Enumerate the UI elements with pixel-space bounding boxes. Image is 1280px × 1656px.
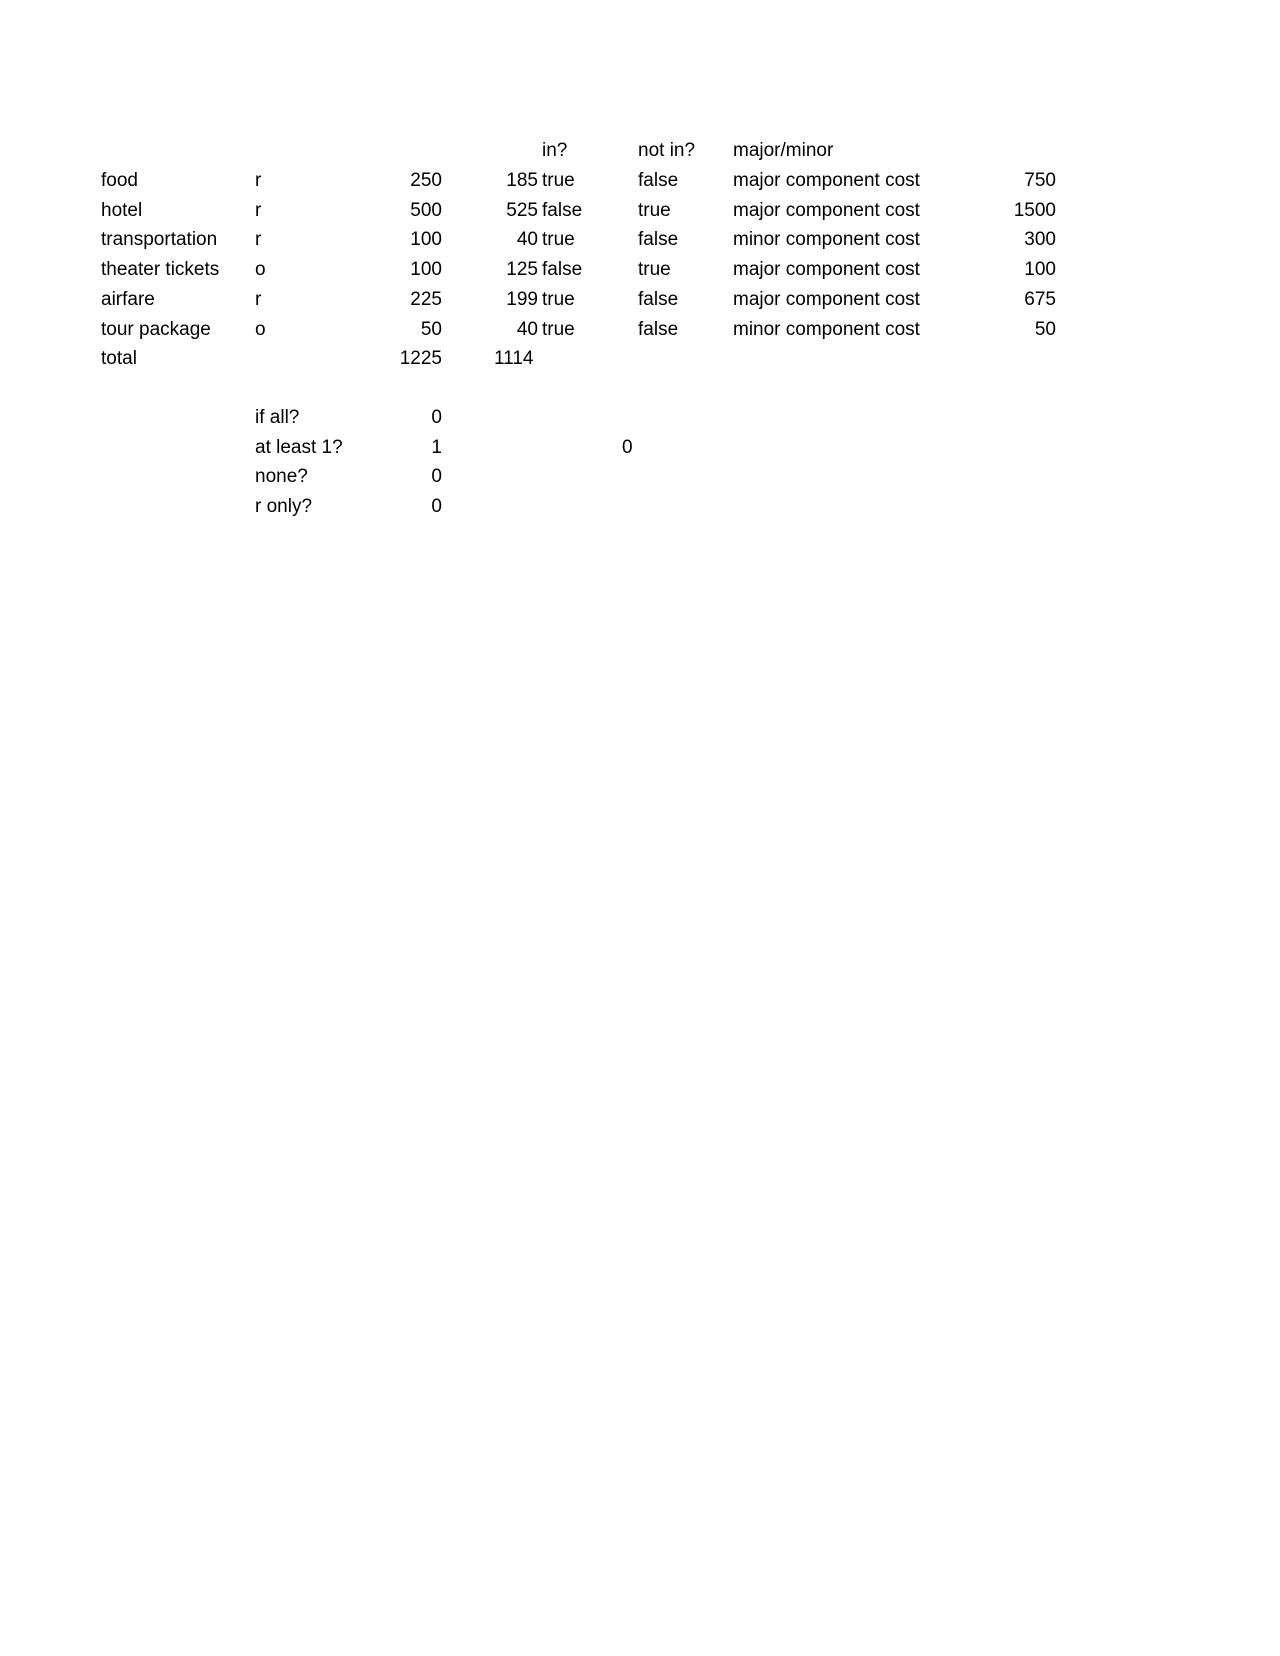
- cell-actual: 40: [516, 318, 538, 340]
- cell-actual: 525: [506, 199, 538, 221]
- cell-not-in: false: [638, 170, 679, 191]
- cell-actual: 185: [506, 170, 538, 191]
- cell-not-in: false: [638, 288, 679, 310]
- cell-cost: 500: [410, 199, 442, 221]
- check-label: none?: [255, 466, 308, 488]
- cell-category: major component cost: [733, 259, 920, 281]
- cell-total: 750: [1024, 170, 1056, 191]
- total-cost: 1225: [399, 348, 442, 370]
- cell-in: true: [542, 229, 575, 251]
- header-in: in?: [542, 140, 568, 161]
- cell-actual: 199: [506, 288, 538, 310]
- cell-in: true: [542, 170, 575, 191]
- cell-type: o: [255, 318, 266, 340]
- header-not-in: not in?: [638, 140, 696, 161]
- cell-actual: 40: [516, 229, 538, 251]
- cell-cost: 50: [420, 318, 442, 340]
- cell-cost: 100: [410, 229, 442, 251]
- check-value: 0: [431, 466, 442, 488]
- cell-item: airfare: [101, 288, 155, 310]
- check-label: at least 1?: [255, 436, 343, 458]
- header-major-minor: major/minor: [733, 140, 834, 161]
- cell-category: minor component cost: [733, 318, 920, 340]
- cell-total: 300: [1024, 229, 1056, 251]
- cell-item: transportation: [101, 229, 218, 251]
- cell-not-in: false: [638, 229, 679, 251]
- cell-category: major component cost: [733, 199, 920, 221]
- cell-category: major component cost: [733, 170, 920, 191]
- check-label: r only?: [255, 496, 313, 518]
- cell-cost: 225: [410, 288, 442, 310]
- cell-total: 50: [1034, 318, 1056, 340]
- cell-not-in: true: [638, 199, 671, 221]
- check-value: 1: [431, 436, 442, 458]
- cell-total: 675: [1024, 288, 1056, 310]
- check-label: if all?: [255, 407, 300, 428]
- cell-not-in: true: [638, 259, 671, 281]
- cell-total: 1500: [1013, 199, 1056, 221]
- cell-type: o: [255, 259, 266, 281]
- check-value: 0: [431, 407, 442, 428]
- total-actual: 1114: [494, 348, 534, 370]
- cell-item: hotel: [101, 199, 143, 221]
- cell-item: theater tickets: [101, 259, 220, 281]
- check-value: 0: [431, 496, 442, 518]
- check-extra: 0: [622, 436, 633, 458]
- cell-not-in: false: [638, 318, 679, 340]
- cell-in: false: [542, 259, 583, 281]
- cell-item: food: [101, 170, 138, 191]
- cell-category: minor component cost: [733, 229, 920, 251]
- cell-total: 100: [1024, 259, 1056, 281]
- cell-type: r: [255, 288, 262, 310]
- cell-type: r: [255, 229, 262, 251]
- cell-item: tour package: [101, 318, 211, 340]
- cell-in: false: [542, 199, 583, 221]
- cell-category: major component cost: [733, 288, 920, 310]
- cell-type: r: [255, 170, 262, 191]
- cell-type: r: [255, 199, 262, 221]
- cell-in: true: [542, 318, 575, 340]
- cell-in: true: [542, 288, 575, 310]
- cell-actual: 125: [506, 259, 538, 281]
- cell-cost: 100: [410, 259, 442, 281]
- cell-cost: 250: [410, 170, 442, 191]
- total-label: total: [101, 348, 137, 370]
